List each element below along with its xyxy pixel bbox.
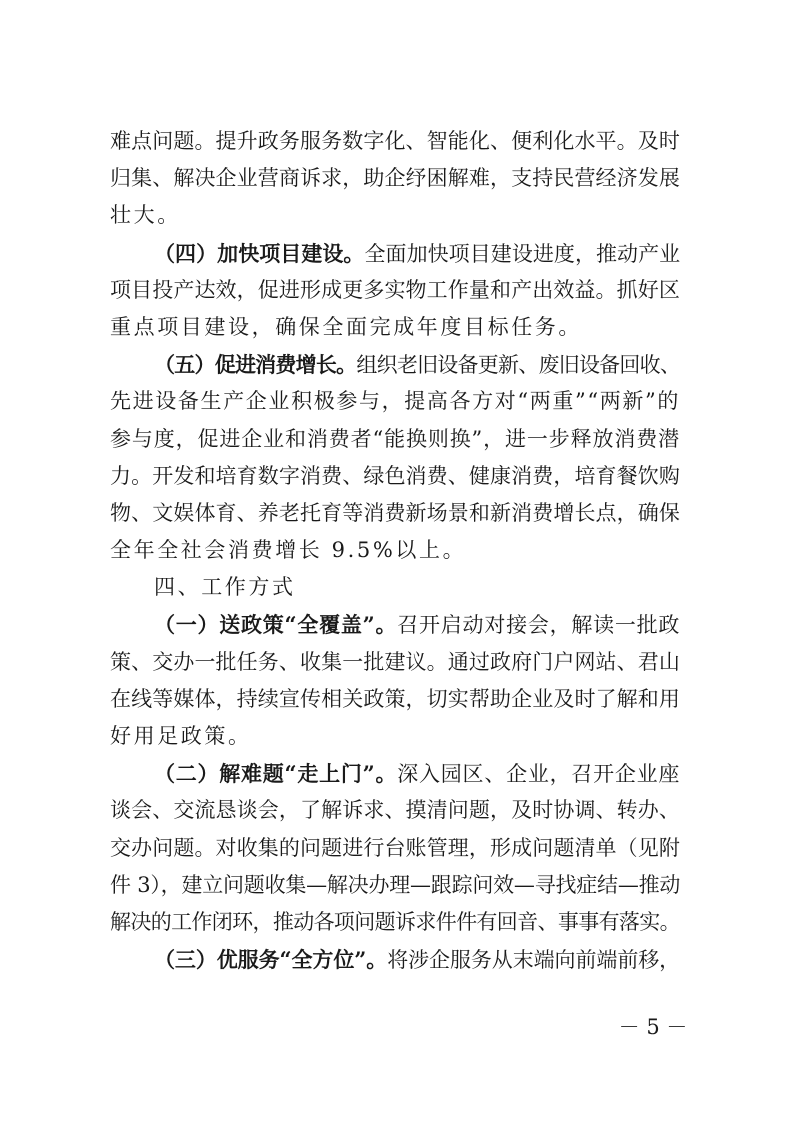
line-text: 重点项目建设，确保全面完成年度目标任务。	[110, 314, 582, 339]
text-line	[110, 755, 680, 792]
section-heading: （四）加快项目建设。	[154, 240, 365, 266]
text-line	[110, 346, 680, 383]
line-text: 在线等媒体，持续宣传相关政策，切实帮助企业及时了解和用	[110, 686, 680, 711]
section-heading: （二）解难题“走上门”。	[154, 761, 398, 787]
text-line	[110, 792, 680, 829]
text-line	[110, 272, 680, 309]
section-heading: （一）送政策“全覆盖”。	[154, 612, 398, 638]
text-line	[110, 867, 680, 904]
text-line	[110, 606, 680, 643]
line-text: 归集、解决企业营商诉求，助企纾困解难，支持民营经济发展	[110, 166, 680, 191]
text-line	[110, 383, 680, 420]
section-heading: （三）优服务“全方位”。	[154, 947, 388, 973]
line-text: 将涉企服务从末端向前端前移，	[387, 948, 681, 973]
text-line	[110, 421, 680, 458]
body-text	[110, 123, 680, 978]
text-line	[110, 309, 680, 346]
line-text: 先进设备生产企业积极参与，提高各方对“两重”“两新”的	[110, 389, 680, 414]
text-line	[110, 830, 680, 867]
text-line	[110, 718, 680, 755]
line-text: 四、工作方式	[154, 575, 296, 600]
line-text: 组织老旧设备更新、废旧设备回收、	[356, 353, 680, 378]
text-line	[110, 495, 680, 532]
text-line	[110, 197, 680, 234]
text-line	[110, 644, 680, 681]
text-line	[110, 569, 680, 606]
text-line	[110, 123, 680, 160]
text-line	[110, 681, 680, 718]
line-text: 召开启动对接会，解读一批政	[397, 613, 680, 638]
line-text: 难点问题。提升政务服务数字化、智能化、便利化水平。及时	[110, 129, 680, 153]
text-line	[110, 160, 680, 197]
text-line	[110, 904, 680, 941]
line-text: 全面加快项目建设进度，推动产业	[364, 241, 681, 266]
text-line	[110, 458, 680, 495]
text-line	[110, 941, 680, 978]
line-text: 力。开发和培育数字消费、绿色消费、健康消费，培育餐饮购	[110, 463, 680, 488]
line-text: 全年全社会消费增长 9.5%以上。	[110, 538, 467, 563]
line-text: 项目投产达效，促进形成更多实物工作量和产出效益。抓好区	[110, 277, 680, 302]
page-number: － 5 －	[618, 1015, 688, 1039]
line-text: 策、交办一批任务、收集一批建议。通过政府门户网站、君山	[110, 649, 680, 674]
line-text: 件 3），建立问题收集—解决办理—跟踪问效—寻找症结—推动	[110, 872, 680, 897]
line-text: 参与度，促进企业和消费者“能换则换”，进一步释放消费潜	[110, 426, 680, 451]
section-heading: （五）促进消费增长。	[154, 352, 357, 378]
line-text: 解决的工作闭环，推动各项问题诉求件件有回音、事事有落实。	[110, 909, 680, 934]
line-text: 谈会、交流恳谈会，了解诉求、摸清问题，及时协调、转办、	[110, 798, 680, 823]
text-line	[110, 235, 680, 272]
line-text: 壮大。	[110, 203, 181, 228]
line-text: 深入园区、企业，召开企业座	[397, 762, 680, 787]
line-text: 物、文娱体育、养老托育等消费新场景和新消费增长点，确保	[110, 500, 680, 525]
line-text: 交办问题。对收集的问题进行台账管理，形成问题清单（见附	[110, 835, 680, 860]
text-line	[110, 532, 680, 569]
line-text: 好用足政策。	[110, 724, 252, 748]
